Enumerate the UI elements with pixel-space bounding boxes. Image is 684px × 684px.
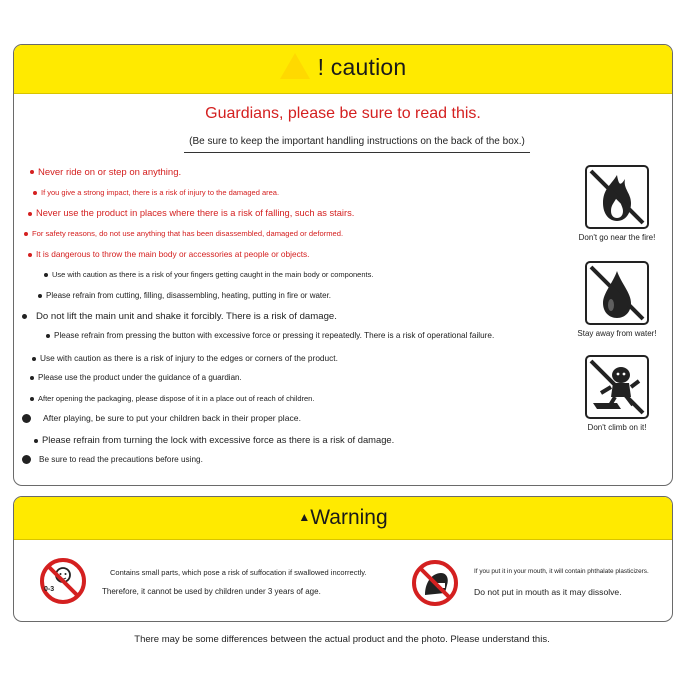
no-water-caption: Stay away from water! xyxy=(577,329,657,338)
caution-header-band xyxy=(14,45,672,94)
warning-header-band xyxy=(14,497,672,540)
no-small-parts-icon xyxy=(39,557,87,605)
caution-line: For safety reasons, do not use anything that has been disassembled, damaged or deformed. xyxy=(24,229,343,238)
small-parts-line-2: Therefore, it cannot be used by children under 3 years of age. xyxy=(102,587,321,596)
caution-line: Please refrain from turning the lock with excessive force as there is a risk of damage. xyxy=(34,434,394,445)
no-fire-caption: Don't go near the fire! xyxy=(578,233,656,242)
no-climb-caption: Don't climb on it! xyxy=(587,423,647,432)
caution-line: Use with caution as there is a risk of injury to the edges or corners of the product. xyxy=(32,353,338,363)
mouth-line-2: Do not put in mouth as it may dissolve. xyxy=(474,587,622,597)
warning-title: ▲Warning xyxy=(298,506,388,529)
caution-line: Please refrain from cutting, filling, disassembling, heating, putting in fire or water. xyxy=(38,291,331,300)
caution-line: Be sure to read the precautions before using. xyxy=(22,455,203,464)
caution-line: After playing, be sure to put your children back in their proper place. xyxy=(22,413,301,423)
caution-line: Please refrain from pressing the button with excessive force or pressing it repeatedly. There is a risk of operational failure. xyxy=(46,331,494,340)
caution-title: ! caution xyxy=(14,53,672,81)
mouth-line-1: If you put it in your mouth, it will contain phthalate plasticizers. xyxy=(474,568,649,575)
caution-line: After opening the packaging, please dispose of it in a place out of reach of children. xyxy=(30,394,314,403)
caution-subheading: (Be sure to keep the important handling instructions on the back of the box.) xyxy=(184,136,530,153)
no-mouth-icon xyxy=(411,559,459,607)
no-climb-icon xyxy=(585,355,649,419)
no-fire-icon xyxy=(585,165,649,229)
small-parts-line-1: Contains small parts, which pose a risk of suffocation if swallowed incorrectly. xyxy=(110,568,367,577)
warning-panel xyxy=(13,496,673,622)
caution-line: Never ride on or step on anything. xyxy=(30,167,181,178)
caution-line: If you give a strong impact, there is a risk of injury to the damaged area. xyxy=(33,188,279,197)
no-water-icon xyxy=(585,261,649,325)
warning-triangle-icon xyxy=(280,53,310,79)
caution-line: Never use the product in places where there is a risk of falling, such as stairs. xyxy=(28,208,354,218)
footer-note: There may be some differences between the actual product and the photo. Please understand this. xyxy=(134,634,550,645)
caution-heading: Guardians, please be sure to read this. xyxy=(205,105,481,122)
warning-triangle-icon: ▲ xyxy=(298,510,311,524)
age-label: 0-3 xyxy=(44,586,55,593)
caution-line: Do not lift the main unit and shake it forcibly. There is a risk of damage. xyxy=(22,311,337,322)
caution-line: Please use the product under the guidance of a guardian. xyxy=(30,373,242,382)
caution-panel xyxy=(13,44,673,486)
caution-line: Use with caution as there is a risk of your fingers getting caught in the main body or components. xyxy=(44,270,373,279)
caution-line: It is dangerous to throw the main body or accessories at people or objects. xyxy=(28,249,310,259)
